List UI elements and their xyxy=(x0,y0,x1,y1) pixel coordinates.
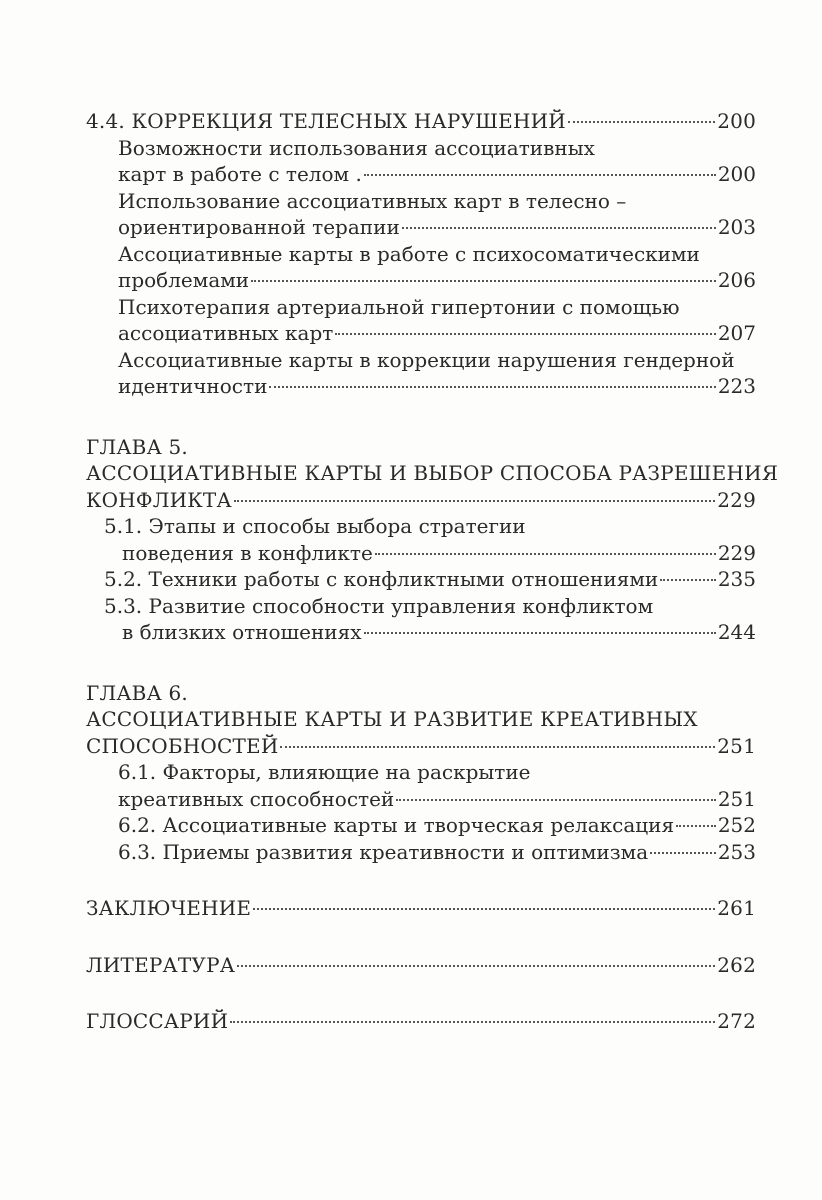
dot-leader xyxy=(364,632,716,634)
toc-entry-line xyxy=(86,294,756,321)
toc-page: 203 xyxy=(717,215,756,239)
dot-leader xyxy=(676,825,716,827)
dot-leader xyxy=(375,553,716,555)
toc-entry-line xyxy=(86,135,756,162)
toc-page: 200 xyxy=(717,109,756,133)
chapter-title-line xyxy=(86,460,779,487)
dot-leader xyxy=(234,500,715,502)
chapter-title: СПОСОБНОСТЕЙ xyxy=(86,733,279,758)
toc-title: Использование ассоциативных карт в телесно – xyxy=(118,188,627,213)
toc-page: 229 xyxy=(717,540,756,565)
toc-title: 6.3. Приемы развития креативности и оптимизма xyxy=(118,839,649,864)
toc-title: 6.1. Факторы, влияющие на раскрытие xyxy=(118,760,531,784)
toc-title: 6.2. Ассоциативные карты и творческая релаксация xyxy=(118,813,675,837)
toc-title: ЛИТЕРАТУРА xyxy=(86,952,236,977)
chapter-label xyxy=(86,680,756,707)
toc-page: 223 xyxy=(717,374,756,398)
toc-title: идентичности xyxy=(118,374,268,398)
dot-leader xyxy=(660,579,716,581)
toc-title: ГЛОССАРИЙ xyxy=(86,1009,229,1033)
dot-leader xyxy=(280,746,715,748)
dot-leader xyxy=(230,1021,715,1023)
toc-page: 244 xyxy=(717,620,756,644)
dot-leader xyxy=(269,386,715,388)
chapter-title: АССОЦИАТИВНЫЕ КАРТЫ И РАЗВИТИЕ КРЕАТИВНЫХ xyxy=(86,707,698,731)
dot-leader xyxy=(650,852,716,854)
toc-title: поведения в конфликте xyxy=(122,540,373,565)
dot-leader xyxy=(335,333,716,335)
toc-entry-literature xyxy=(86,952,756,979)
toc-entry-line xyxy=(86,347,756,374)
toc-title: 5.2. Техники работы с конфликтными отношениями xyxy=(104,567,659,591)
toc-title: ассоциативных карт xyxy=(118,321,334,345)
dot-leader xyxy=(396,799,716,801)
chapter-title-line xyxy=(86,487,756,514)
toc-entry-line xyxy=(86,373,756,400)
table-of-contents xyxy=(86,108,779,1035)
toc-entry-4-4 xyxy=(86,108,756,135)
toc-page: 253 xyxy=(717,839,756,864)
dot-leader xyxy=(253,908,715,910)
toc-entry-conclusion xyxy=(86,895,756,922)
chapter-label xyxy=(86,434,756,461)
toc-page: 235 xyxy=(717,567,756,591)
toc-title: 5.1. Этапы и способы выбора стратегии xyxy=(104,514,526,538)
chapter-title: КОНФЛИКТА xyxy=(86,487,232,512)
toc-page: 206 xyxy=(717,268,756,292)
dot-leader xyxy=(237,965,715,967)
toc-title: в близких отношениях xyxy=(122,620,362,644)
toc-page: 207 xyxy=(717,321,756,345)
toc-page: 251 xyxy=(717,733,756,758)
toc-title: ЗАКЛЮЧЕНИЕ xyxy=(86,896,252,920)
toc-title: карт в работе с телом . xyxy=(118,162,362,186)
toc-entry-line xyxy=(86,619,756,646)
chapter-number: ГЛАВА 5. xyxy=(86,434,188,459)
toc-page: 251 xyxy=(717,786,756,811)
toc-entry-line xyxy=(86,566,756,593)
toc-entry-line xyxy=(86,214,756,241)
toc-page: 261 xyxy=(717,896,756,920)
toc-entry-line xyxy=(86,267,756,294)
dot-leader xyxy=(251,280,716,282)
toc-title: Ассоциативные карты в работе с психосоматическими xyxy=(118,241,700,266)
toc-title: проблемами xyxy=(118,268,250,292)
toc-entry-line xyxy=(86,540,756,567)
toc-entry-line xyxy=(86,759,756,786)
toc-page: 252 xyxy=(717,813,756,837)
chapter-title-line xyxy=(86,733,756,760)
toc-entry-line xyxy=(86,786,756,813)
toc-title: Ассоциативные карты в коррекции нарушения гендерной xyxy=(118,347,735,372)
toc-title: Возможности использования ассоциативных xyxy=(118,135,595,160)
toc-page: 200 xyxy=(717,162,756,186)
toc-title: креативных способностей xyxy=(118,786,395,811)
toc-entry-glossary xyxy=(86,1008,756,1035)
toc-entry-line xyxy=(86,513,756,540)
toc-entry-line xyxy=(86,161,756,188)
chapter-title: АССОЦИАТИВНЫЕ КАРТЫ И ВЫБОР СПОСОБА РАЗРЕШЕНИЯ xyxy=(86,461,779,485)
toc-title: 4.4. КОРРЕКЦИЯ ТЕЛЕСНЫХ НАРУШЕНИЙ xyxy=(86,109,566,133)
toc-page: 272 xyxy=(717,1009,756,1033)
toc-entry-line xyxy=(86,593,756,620)
toc-entry-line xyxy=(86,188,756,215)
toc-entry-line xyxy=(86,320,756,347)
chapter-title-line xyxy=(86,706,756,733)
toc-title: Психотерапия артериальной гипертонии с помощью xyxy=(118,294,680,319)
toc-entry-line xyxy=(86,839,756,866)
toc-title: 5.3. Развитие способности управления конфликтом xyxy=(104,593,654,618)
toc-page: 262 xyxy=(717,952,756,977)
toc-title: ориентированной терапии xyxy=(118,215,400,239)
toc-entry-line xyxy=(86,812,756,839)
toc-page: 229 xyxy=(717,487,756,512)
dot-leader xyxy=(568,121,715,123)
dot-leader xyxy=(402,227,716,229)
chapter-number: ГЛАВА 6. xyxy=(86,680,188,705)
dot-leader xyxy=(364,174,716,176)
toc-entry-line xyxy=(86,241,756,268)
